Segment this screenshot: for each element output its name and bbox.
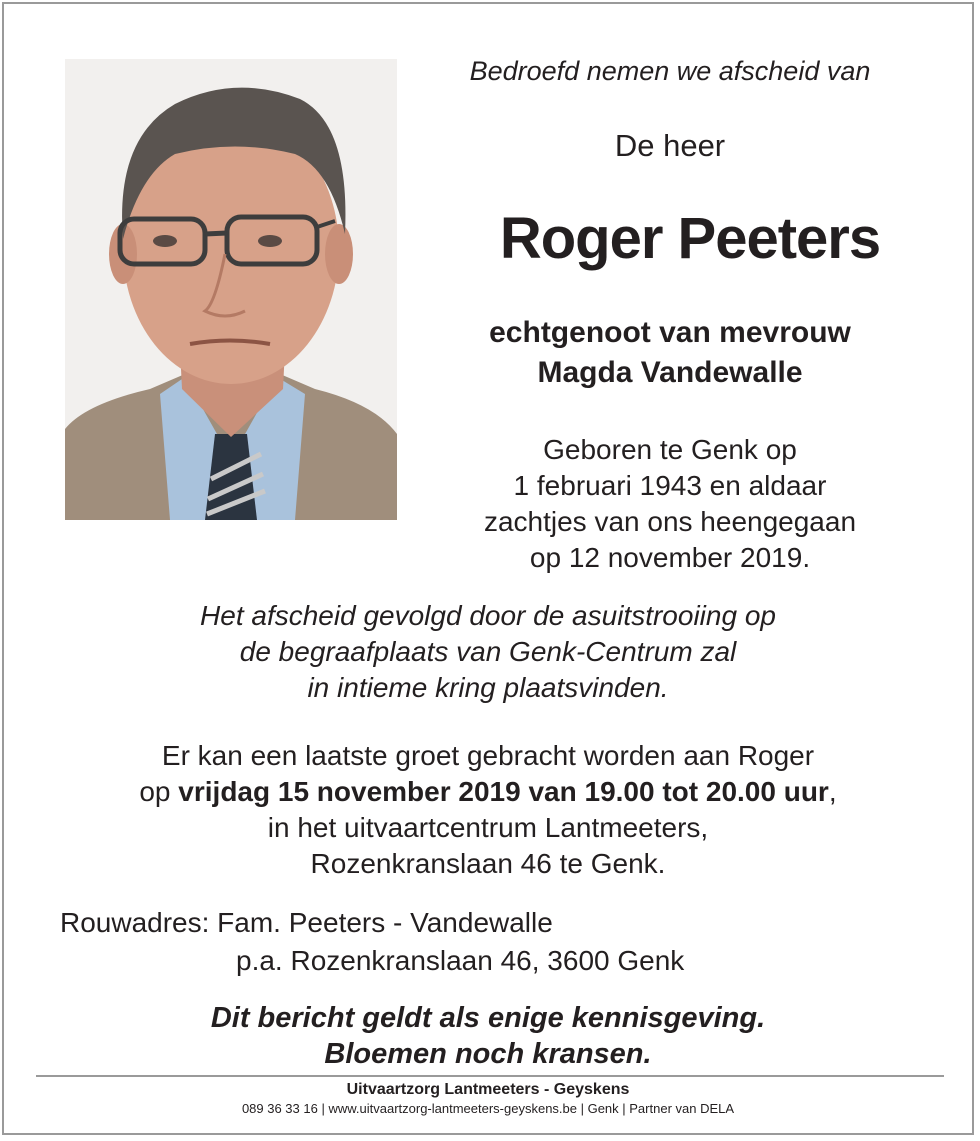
notice-line: Dit bericht geldt als enige kennisgeving. bbox=[210, 1002, 766, 1034]
farewell-block bbox=[0, 598, 976, 706]
mourning-address bbox=[60, 904, 684, 980]
visitation-prefix: op bbox=[139, 776, 179, 807]
visitation-location: in het uitvaartcentrum Lantmeeters, bbox=[267, 812, 709, 843]
spouse-block bbox=[420, 313, 920, 393]
notice-block bbox=[0, 1000, 976, 1072]
notice-line: Bloemen noch kransen. bbox=[324, 1038, 652, 1070]
farewell-line: in intieme kring plaatsvinden. bbox=[307, 672, 669, 703]
footer-contact: 089 36 33 16 | www.uitvaartzorg-lantmeeters-geyskens.be | Genk | Partner van DELA bbox=[241, 1101, 735, 1116]
farewell-line: de begraafplaats van Genk-Centrum zal bbox=[239, 636, 737, 667]
visitation-datetime-line bbox=[0, 774, 976, 810]
visitation-datetime: vrijdag 15 november 2019 van 19.00 tot 20.00 uur bbox=[178, 776, 829, 807]
birth-block bbox=[420, 432, 920, 576]
visitation-suffix: , bbox=[828, 776, 837, 807]
address-line-family: Rouwadres: Fam. Peeters - Vandewalle bbox=[60, 907, 553, 938]
visitation-line: Er kan een laatste groet gebracht worden aan Roger bbox=[161, 740, 815, 771]
spouse-line: echtgenoot van mevrouw bbox=[489, 316, 851, 349]
visitation-block bbox=[0, 738, 976, 882]
footer-company: Uitvaartzorg Lantmeeters - Geyskens bbox=[346, 1081, 630, 1098]
honorific: De heer bbox=[614, 128, 726, 163]
birth-line: zachtjes van ons heengegaan bbox=[483, 506, 857, 537]
footer-divider bbox=[36, 1075, 944, 1077]
farewell-line: Het afscheid gevolgd door de asuitstrooiing op bbox=[200, 600, 776, 631]
spouse-name: Magda Vandewalle bbox=[537, 356, 803, 389]
deceased-name: Roger Peeters bbox=[499, 206, 881, 271]
visitation-address: Rozenkranslaan 46 te Genk. bbox=[310, 848, 666, 879]
address-line-street: p.a. Rozenkranslaan 46, 3600 Genk bbox=[236, 945, 685, 976]
birth-line: Geboren te Genk op bbox=[543, 434, 797, 465]
portrait-photo bbox=[65, 59, 397, 520]
birth-line: 1 februari 1943 en aldaar bbox=[513, 470, 827, 501]
intro-text: Bedroefd nemen we afscheid van bbox=[469, 56, 871, 86]
birth-line: op 12 november 2019. bbox=[529, 542, 811, 573]
